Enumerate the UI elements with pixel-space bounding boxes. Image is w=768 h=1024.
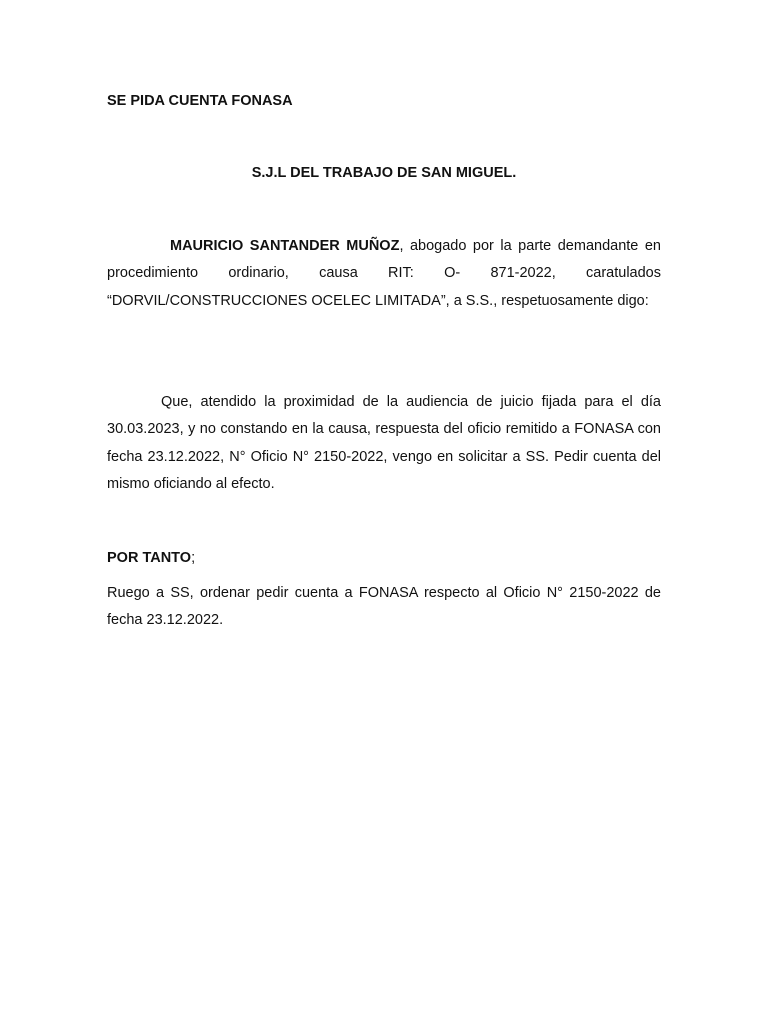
intro-paragraph <box>107 233 661 315</box>
body-paragraph: Que, atendido la proximidad de la audiencia de juicio fijada para el día 30.03.2023, y no constando en la causa, respuesta del oficio remitido a FONASA con fecha 23.12.2022, N° Oficio N° 2150-2022, vengo en solicitar a SS. Pedir cuenta del mismo oficiando al efecto. <box>107 394 661 492</box>
por-tanto-line <box>107 549 661 567</box>
por-tanto-label: POR TANTO <box>107 550 192 566</box>
request-paragraph: Ruego a SS, ordenar pedir cuenta a FONASA respecto al Oficio N° 2150-2022 de fecha 23.12.2022. <box>107 585 661 629</box>
intro-text: , abogado por la parte demandante en procedimiento ordinario, causa RIT: O- 871-2022, caratulados “DORVIL/CONSTRUCCIONES OCELEC LIMITADA”, a S.S., respetuosamente digo: <box>107 238 661 309</box>
por-tanto-punct: ; <box>191 550 196 566</box>
court-heading: S.J.L DEL TRABAJO DE SAN MIGUEL. <box>251 165 517 181</box>
document-subject: SE PIDA CUENTA FONASA <box>107 93 293 109</box>
attorney-name: MAURICIO SANTANDER MUÑOZ <box>170 238 400 254</box>
